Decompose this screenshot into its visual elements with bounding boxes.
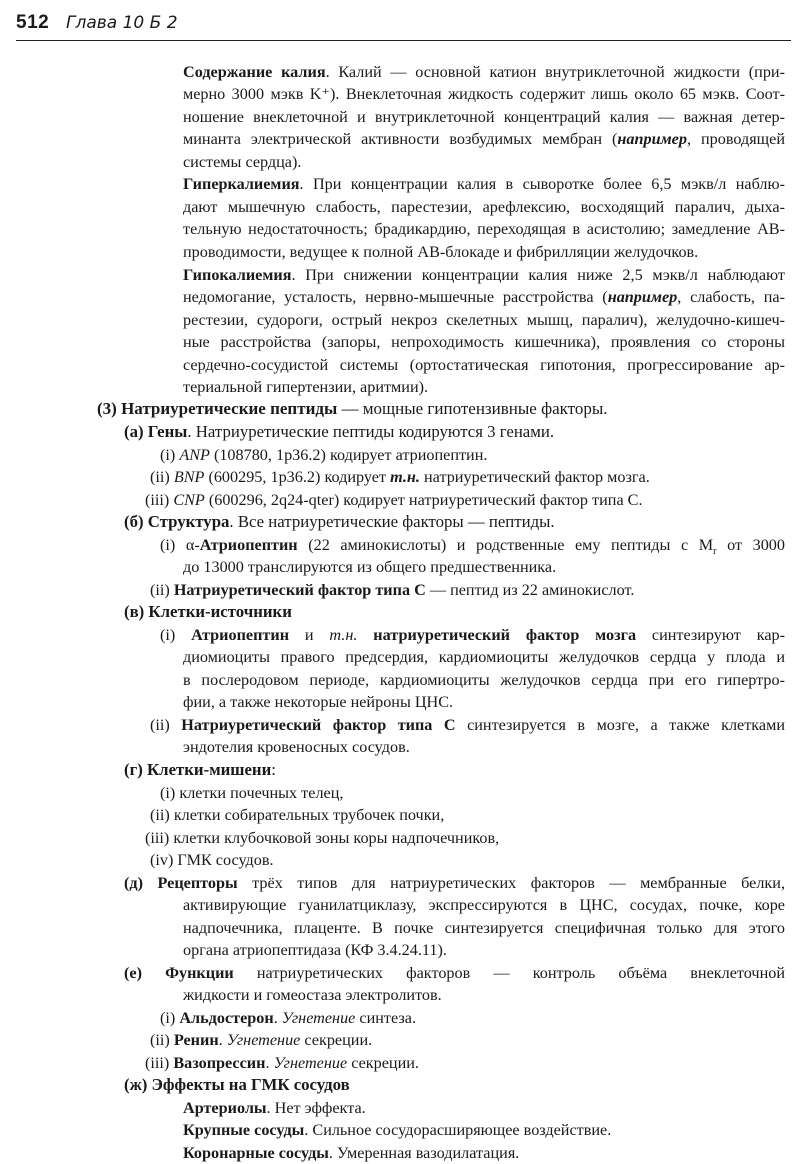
text-run: . xyxy=(273,1009,282,1027)
list-item xyxy=(160,1007,416,1029)
text-run: натриуретических факторов — контроль объёма внеклеточной xyxy=(233,964,785,982)
text-run: (i) xyxy=(160,446,180,464)
list-item xyxy=(145,489,643,511)
text-run: (i) xyxy=(160,1009,180,1027)
text-run: (г) Клетки-мишени xyxy=(124,760,272,779)
text-run: . Калий — основной катион внутриклеточной жидкости (при- xyxy=(325,63,785,81)
text-run: секреции. xyxy=(300,1031,373,1049)
text-run: синтеза. xyxy=(355,1009,417,1027)
text-run: ношение внеклеточной и внутриклеточной концентраций калия — важная детер- xyxy=(183,108,785,126)
text-run: . xyxy=(265,1054,274,1072)
list-item xyxy=(160,782,343,804)
subsection-heading xyxy=(124,601,292,623)
text-run: Ренин xyxy=(173,1031,219,1049)
text-run: (ii) xyxy=(150,581,174,599)
subsection-heading xyxy=(124,759,276,781)
list-item xyxy=(145,827,499,849)
text-run: секреции. xyxy=(347,1054,419,1072)
text-run: (i) α- xyxy=(160,536,200,554)
text-run: например xyxy=(607,288,678,306)
text-run: ные расстройства (запоры, непроходимость кишечника), проявления со стороны xyxy=(183,333,785,351)
text-run: Угнетение xyxy=(226,1031,301,1049)
text-line xyxy=(183,151,301,173)
text-run: BNP xyxy=(173,468,205,486)
subsection-heading xyxy=(124,421,554,443)
text-run: Вазопрессин xyxy=(173,1054,266,1072)
text-run: надпочечника, плаценте. В почке синтезируется специфичная только для этого xyxy=(183,919,785,937)
text-run: мерно 3000 мэкв K⁺). Внеклеточная жидкость содержит лишь около 65 мэкв. Соот- xyxy=(183,85,785,103)
text-run: (3) xyxy=(97,399,122,418)
list-item xyxy=(150,466,650,488)
text-run: Натриуретические пептиды xyxy=(121,399,338,418)
text-run: (а) Гены xyxy=(124,422,188,441)
text-line xyxy=(183,106,785,128)
text-run: (600296, 2q24-qter) кодирует натриуретический фактор типа С. xyxy=(204,491,643,509)
text-line xyxy=(183,264,785,286)
text-run: дают мышечную слабость, парестезии, арефлексию, восходящий паралич, дыха- xyxy=(183,198,785,216)
text-line xyxy=(183,241,698,263)
text-run: . Сильное сосудорасширяющее воздействие. xyxy=(304,1121,612,1139)
text-run: r xyxy=(713,546,717,558)
text-run: , проводящей xyxy=(686,130,785,148)
text-line xyxy=(183,646,785,668)
text-run: (22 аминокислоты) и родственные ему пептиды с M xyxy=(297,536,714,554)
text-run: натриуретический фактор мозга. xyxy=(419,468,650,486)
text-line xyxy=(183,286,785,308)
text-line xyxy=(183,1142,519,1164)
text-run: (i) xyxy=(160,626,192,644)
text-run: Альдостерон xyxy=(179,1009,274,1027)
text-run: Гиперкалиемия xyxy=(183,175,300,193)
text-run xyxy=(357,626,373,644)
list-item xyxy=(150,714,785,736)
text-run: (i) клетки почечных телец, xyxy=(160,784,344,802)
text-line xyxy=(183,83,785,105)
text-run: . Умеренная вазодилатация. xyxy=(328,1144,520,1162)
text-run: диомиоциты правого предсердия, кардиомиоциты желудочков сердца у плода и xyxy=(183,648,785,666)
text-run: от 3000 xyxy=(716,536,785,554)
text-run: Коронарные сосуды xyxy=(183,1144,329,1162)
text-run: в послеродовом периоде, кардиомиоциты желудочков сердца при его гипертро- xyxy=(183,671,785,689)
text-run: (б) Структура xyxy=(124,512,230,531)
text-line xyxy=(183,331,785,353)
text-line xyxy=(183,669,785,691)
text-run: (600295, 1p36.2) кодирует xyxy=(204,468,391,486)
text-run: недомогание, усталость, нервно-мышечные расстройства ( xyxy=(183,288,608,306)
text-run: (iii) клетки клубочковой зоны коры надпочечников, xyxy=(145,829,500,847)
text-run: (в) Клетки-источники xyxy=(124,602,292,621)
text-line xyxy=(183,218,785,240)
text-line xyxy=(183,894,785,916)
text-run: минанта электрической активности возбудимых мембран ( xyxy=(183,130,618,148)
text-run: (108780, 1p36.2) кодирует атриопептин. xyxy=(209,446,488,464)
text-run: т.н. xyxy=(390,468,420,486)
text-run: Натриуретический фактор типа С xyxy=(181,716,456,734)
list-item xyxy=(160,624,785,646)
text-line xyxy=(183,984,442,1006)
text-run: тельную недостаточность; брадикардию, переходящая в асистолию; замедление АВ- xyxy=(183,220,785,238)
text-run: (е) Функции xyxy=(124,964,234,982)
list-item xyxy=(150,579,634,601)
text-run: — пептид из 22 аминокислот. xyxy=(425,581,635,599)
text-line xyxy=(183,1097,366,1119)
text-line xyxy=(183,309,785,331)
text-run: синтезируют кар- xyxy=(636,626,785,644)
text-run: Натриуретический фактор типа С xyxy=(173,581,426,599)
text-run: (ii) xyxy=(150,716,182,734)
text-line xyxy=(183,1119,611,1141)
text-line xyxy=(183,173,785,195)
text-run: — мощные гипотензивные факторы. xyxy=(337,399,608,418)
subsection-heading xyxy=(124,1074,350,1096)
text-run: (ii) клетки собирательных трубочек почки, xyxy=(150,806,445,824)
text-run: (iv) ГМК сосудов. xyxy=(150,851,274,869)
text-run: активирующие гуанилатциклазу, экспрессируются в ЦНС, сосудах, почке, коре xyxy=(183,896,785,914)
list-item xyxy=(150,849,274,871)
page-number: 512 xyxy=(16,12,50,33)
text-run: . Все натриуретические факторы — пептиды. xyxy=(229,512,555,531)
text-run: т.н. xyxy=(329,626,358,644)
text-line xyxy=(183,128,785,150)
text-run: до 13000 транслируются из общего предшественника. xyxy=(183,558,557,576)
text-run: Атриопептин xyxy=(191,626,290,644)
text-run: , слабость, па- xyxy=(677,288,786,306)
text-run: . xyxy=(218,1031,227,1049)
text-line xyxy=(183,691,453,713)
text-run: Угнетение xyxy=(273,1054,348,1072)
list-item xyxy=(160,444,487,466)
text-run: рестезии, судороги, острый некроз скелетных мышц, паралич), желудочно-кишеч- xyxy=(183,311,785,329)
text-run: Артериолы xyxy=(183,1099,267,1117)
text-run: фии, а также некоторые нейроны ЦНС. xyxy=(183,693,454,711)
text-run: ANP xyxy=(179,446,210,464)
text-run: . Нет эффекта. xyxy=(266,1099,366,1117)
list-item xyxy=(150,804,444,826)
text-run: жидкости и гомеостаза электролитов. xyxy=(183,986,442,1004)
text-line xyxy=(183,556,556,578)
text-line xyxy=(183,376,428,398)
text-run: (ii) xyxy=(150,468,174,486)
subsection-heading xyxy=(124,962,785,984)
text-run: сердечно-сосудистой системы (ортостатическая гипотония, прогрессирование ар- xyxy=(183,356,785,374)
text-run: териальной гипертензии, аритмии). xyxy=(183,378,429,396)
subsection-heading xyxy=(124,872,785,894)
text-run: Атриопептин xyxy=(199,536,298,554)
text-run: . Натриуретические пептиды кодируются 3 генами. xyxy=(187,422,555,441)
list-item xyxy=(145,1052,419,1074)
text-run: эндотелия кровеносных сосудов. xyxy=(183,738,410,756)
text-run: CNP xyxy=(173,491,205,509)
text-line xyxy=(183,736,410,758)
text-run: Угнетение xyxy=(281,1009,356,1027)
text-run: проводимости, ведущее к полной АВ-блокаде и фибрилляции желудочков. xyxy=(183,243,699,261)
header-rule xyxy=(16,40,791,41)
text-run: (ii) xyxy=(150,1031,174,1049)
text-run: натриуретический фактор мозга xyxy=(373,626,637,644)
text-run: (iii) xyxy=(145,1054,174,1072)
list-item xyxy=(150,1029,372,1051)
text-line xyxy=(183,354,785,376)
subsection-heading xyxy=(124,511,555,533)
text-run: трёх типов для натриуретических факторов — мембранные белки, xyxy=(237,874,785,892)
text-run: (ж) Эффекты на ГМК сосудов xyxy=(124,1075,350,1094)
text-run: (д) Рецепторы xyxy=(124,874,238,892)
text-line xyxy=(183,61,785,83)
section-heading xyxy=(97,398,608,420)
running-head: Глава 10 Б 2 xyxy=(66,13,178,33)
text-line xyxy=(183,939,447,961)
text-line xyxy=(183,196,785,218)
text-run: : xyxy=(271,760,276,779)
text-run: например xyxy=(617,130,687,148)
page-header xyxy=(16,10,791,40)
text-run: Гипокалиемия xyxy=(183,266,292,284)
text-run: органа атриопептидаза (КФ 3.4.24.11). xyxy=(183,941,447,959)
text-run: . При концентрации калия в сыворотке более 6,5 мэкв/л наблю- xyxy=(299,175,785,193)
text-run: . При снижении концентрации калия ниже 2,5 мэкв/л наблюдают xyxy=(291,266,785,284)
text-line xyxy=(183,917,785,939)
text-run: и xyxy=(289,626,330,644)
text-run: системы сердца). xyxy=(183,153,302,171)
text-run: синтезируется в мозге, а также клетками xyxy=(455,716,785,734)
text-run: Содержание калия xyxy=(183,63,326,81)
text-run: Крупные сосуды xyxy=(183,1121,305,1139)
text-run: (iii) xyxy=(145,491,174,509)
